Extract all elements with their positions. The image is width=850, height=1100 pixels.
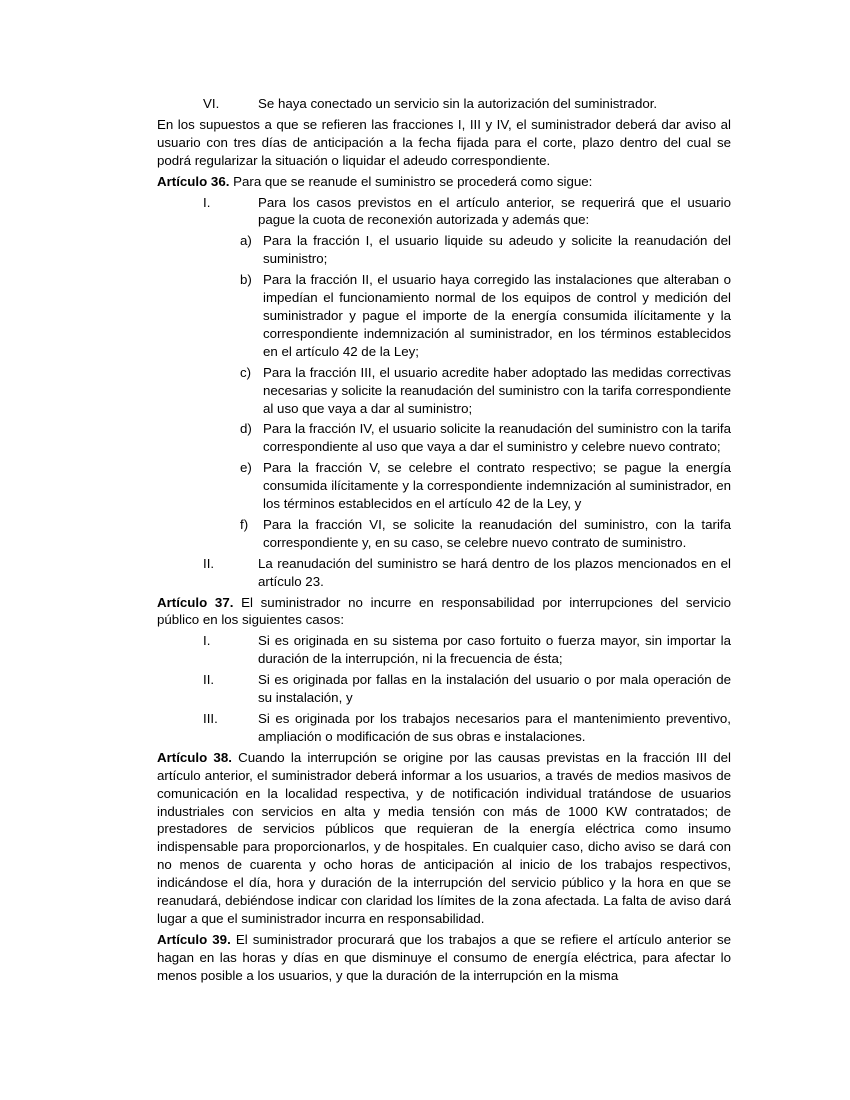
list-marker: VI. — [203, 96, 220, 111]
list-item-text: Para la fracción V, se celebre el contrato respectivo; se pague la energía consumida ilícitamente y la correspondiente indemnización al suministrador, en los términos establecidos en el artículo 42 de la Ley, y — [263, 460, 731, 512]
article-38-label: Artículo 38. — [157, 749, 232, 765]
list-marker: c) — [240, 364, 252, 380]
article-36-label: Artículo 36. — [157, 173, 230, 189]
list-item-iii-art37 — [157, 710, 731, 746]
list-item-ii-art36 — [157, 555, 731, 591]
list-item-a — [157, 232, 731, 268]
list-marker: b) — [240, 272, 252, 288]
list-item-text: Si es originada en su sistema por caso fortuito o fuerza mayor, sin importar la duración de la interrupción, ni la frecuencia de ésta; — [258, 633, 731, 667]
list-marker: f) — [240, 516, 249, 532]
article-37-paragraph — [157, 594, 731, 630]
article-37-label: Artículo 37. — [157, 594, 234, 610]
list-item-text: Para la fracción IV, el usuario solicite la reanudación del suministro con la tarifa correspondiente al uso que vaya a dar el suministro y celebre nuevo contrato; — [263, 421, 731, 455]
article-37-text: El suministrador no incurre en responsabilidad por interrupciones del servicio público en los siguientes casos: — [157, 594, 731, 628]
article-36-text: Para que se reanude el suministro se procederá como sigue: — [233, 173, 593, 189]
list-item-text: Para la fracción VI, se solicite la reanudación del suministro, con la tarifa correspondiente y, en su caso, se celebre nuevo contrato de suministro. — [263, 516, 731, 550]
article-38-paragraph — [157, 749, 731, 928]
list-item-ii-art37 — [157, 671, 731, 707]
article-38-text: Cuando la interrupción se origine por las causas previstas en la fracción III del artículo anterior, el suministrador deberá informar a los usuarios, a través de medios masivos de comunicación en la localidad respectiva, y de notificación individual tratándose de usuarios industriales con servicios en alta y media tensión con más de 1000 KW contratados; de prestadores de servicios públicos que requieran de la energía eléctrica como insumo indispensable para proporcionarlos, y de hospitales. En cualquier caso, dicho aviso se dará con no menos de cuarenta y ocho horas de anticipación al inicio de los trabajos respectivos, indicándose el día, hora y duración de la interrupción del servicio público y la hora en que se reanudará, debiéndose indicar con claridad los límites de la zona afectada. La falta de aviso dará lugar a que el suministrador incurra en responsabilidad. — [157, 749, 731, 926]
list-item-i-art36 — [157, 194, 731, 230]
list-marker: e) — [240, 460, 252, 476]
list-marker: I. — [203, 194, 211, 210]
list-marker: a) — [240, 233, 252, 249]
article-39-label: Artículo 39. — [157, 931, 231, 947]
list-item-text: Se haya conectado un servicio sin la autorización del suministrador. — [258, 96, 658, 111]
list-item-vi — [157, 95, 731, 113]
list-item-c — [157, 364, 731, 418]
list-item-text: Si es originada por los trabajos necesarios para el mantenimiento preventivo, ampliación o modificación de sus obras e instalaciones. — [258, 711, 731, 744]
list-item-text: Para la fracción I, el usuario liquide su adeudo y solicite la reanudación del suministro; — [263, 233, 731, 267]
list-item-text: La reanudación del suministro se hará dentro de los plazos mencionados en el artículo 23. — [258, 555, 731, 589]
list-item-d — [157, 420, 731, 456]
list-item-b — [157, 271, 731, 361]
list-item-text: Para los casos previstos en el artículo anterior, se requerirá que el usuario pague la cuota de reconexión autorizada y además que: — [258, 194, 731, 228]
article-39-text: El suministrador procurará que los trabajos a que se refiere el artículo anterior se hagan en las horas y días en que disminuye el consumo de energía eléctrica, para afectar lo menos posible a los usuarios, y que la duración de la interrupción en la misma — [157, 931, 731, 983]
list-item-text: Si es originada por fallas en la instalación del usuario o por mala operación de su instalación, y — [258, 672, 731, 706]
document-content — [157, 95, 731, 988]
list-marker: II. — [203, 672, 215, 688]
article-39-paragraph — [157, 931, 731, 985]
list-item-text: Para la fracción III, el usuario acredite haber adoptado las medidas correctivas necesarias y solicite la reanudación del suministro con la tarifa correspondiente al uso que vaya a dar al suministro; — [263, 364, 731, 416]
list-marker: d) — [240, 421, 252, 437]
article-36-paragraph — [157, 173, 731, 191]
paragraph-fracciones-aviso: En los supuestos a que se refieren las fracciones I, III y IV, el suministrador deberá dar aviso al usuario con tres días de anticipación a la fecha fijada para el corte, plazo dentro del cual se podrá regularizar la situación o liquidar el adeudo correspondiente. — [157, 116, 731, 168]
list-item-text: Para la fracción II, el usuario haya corregido las instalaciones que alteraban o impedían el funcionamiento normal de los equipos de control y medición del suministrador y pague el importe de la energía consumida ilícitamente y la correspondiente indemnización al suministrador, en los términos establecidos en el artículo 42 de la Ley; — [263, 272, 731, 359]
list-item-f — [157, 516, 731, 552]
list-marker: I. — [203, 633, 211, 649]
list-marker: III. — [203, 711, 218, 726]
list-item-i-art37 — [157, 632, 731, 668]
list-marker: II. — [203, 555, 215, 571]
list-item-e — [157, 459, 731, 513]
